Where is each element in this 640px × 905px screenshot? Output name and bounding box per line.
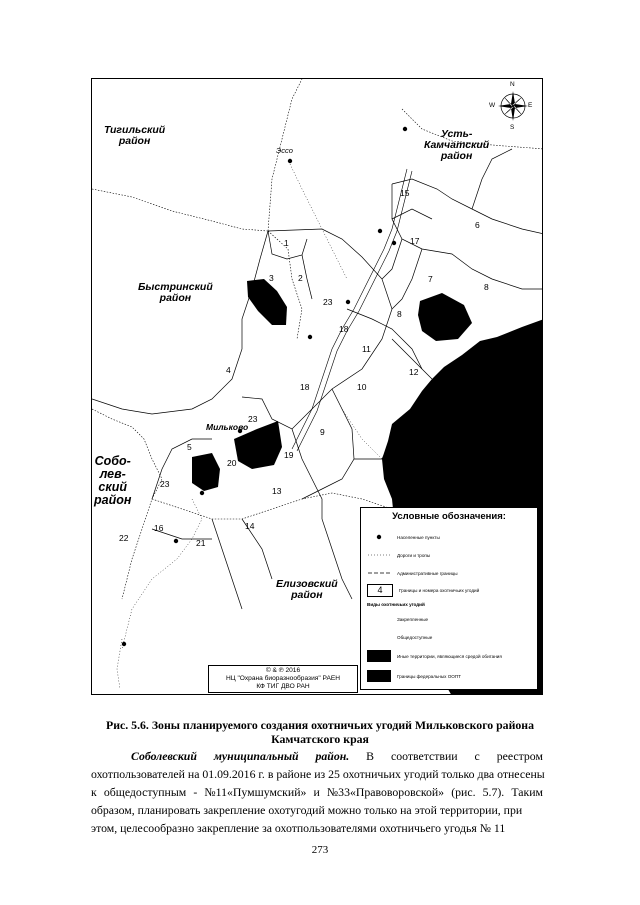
compass-rose-icon [498, 91, 528, 121]
region-label-sobolevsky: Собо- лев- ский район [94, 454, 132, 507]
zone-1: 1 [284, 238, 289, 248]
legend-row-roads: Дороги и тропы [397, 552, 431, 558]
zone-19: 19 [284, 450, 294, 460]
zone-22: 22 [119, 533, 129, 543]
region-label-tigil: Тигильский район [104, 124, 166, 147]
legend-row-fixed: Закрепленные [397, 616, 429, 622]
zone-6: 6 [475, 220, 480, 230]
zone-23b: 23 [248, 414, 258, 424]
roads [117, 164, 382, 689]
zone-11: 11 [362, 344, 371, 354]
legend-row-public: Общедоступные [397, 634, 433, 640]
zone-2: 2 [298, 273, 303, 283]
zone-3: 3 [269, 273, 274, 283]
legend-row-oopt: Границы федеральных ООПТ [367, 670, 461, 682]
river [292, 169, 412, 451]
zone-9: 9 [320, 427, 325, 437]
zone-18a: 18 [339, 324, 349, 334]
settlement-esso: Эссо [276, 146, 293, 155]
zone-5: 5 [187, 442, 192, 452]
zone-12: 12 [409, 367, 419, 377]
region-label-elizovsky: Елизовский район [276, 578, 338, 601]
zone-18b: 18 [300, 382, 310, 392]
legend-row-settlements: Населенные пункты [367, 532, 440, 542]
zone-23c: 23 [160, 479, 170, 489]
zone-17: 17 [410, 236, 420, 246]
zone-20: 20 [227, 458, 237, 468]
body-line-1: Соболевский муниципальный район. В соответствии с реестром [131, 749, 543, 763]
zone-4: 4 [226, 365, 231, 375]
zone-13: 13 [272, 486, 282, 496]
region-label-ust-kamchatsk: Усть- Камчатский район [424, 128, 490, 162]
body-line-4: образом, планировать закрепление охотугодий можно только на этой территории, при [91, 803, 523, 817]
zone-15: 15 [400, 188, 410, 198]
legend-row-admin: Административные границы [397, 570, 458, 576]
zone-21: 21 [196, 538, 206, 548]
body-line-3: к общедоступным - №11«Пумшумский» и №33«Правоворовской» (рис. 5.7). Таким [91, 785, 543, 799]
map-legend [360, 507, 538, 690]
map-credit: © & ℗ 2016 НЦ "Охрана биоразнообразия" РАЕН КФ ТИГ ДВО РАН [208, 665, 358, 693]
zone-23a: 23 [323, 297, 333, 307]
zone-8b: 8 [397, 309, 402, 319]
zone-10: 10 [357, 382, 367, 392]
other-territory-2 [418, 293, 472, 341]
compass-n-label: N [510, 81, 515, 88]
region-label-bystrinsky: Быстринский район [138, 281, 213, 304]
compass-e-label: E [528, 102, 533, 109]
page-number: 273 [311, 844, 329, 856]
settlement-milkovo: Мильково [206, 422, 249, 432]
compass-w-label: W [489, 102, 496, 109]
other-territory-4 [192, 453, 220, 491]
zone-16: 16 [154, 523, 164, 533]
legend-types-heading: Виды охотничьих угодий [367, 602, 425, 607]
compass-s-label: S [510, 124, 515, 131]
map-frame [91, 78, 543, 695]
zone-8a: 8 [484, 282, 489, 292]
body-line-5: этом, целесообразно закрепление за охотпользователями охотничьего угодья № 11 [91, 821, 506, 835]
figure-caption: Рис. 5.6. Зоны планируемого создания охотничьих угодий Мильковского района Камчатского края [106, 718, 534, 746]
legend-row-zones: 4 Границы и номера охотничьих угодий [367, 584, 479, 597]
body-line-2: охотпользователей на 01.09.2016 г. в районе из 25 охотничьих угодий только два отнесены [91, 767, 545, 781]
zone-14: 14 [245, 521, 255, 531]
legend-title: Условные обозначения: [392, 511, 506, 522]
zone-7: 7 [428, 274, 433, 284]
legend-row-other: Иные территории, являющиеся средой обитания [367, 650, 502, 662]
